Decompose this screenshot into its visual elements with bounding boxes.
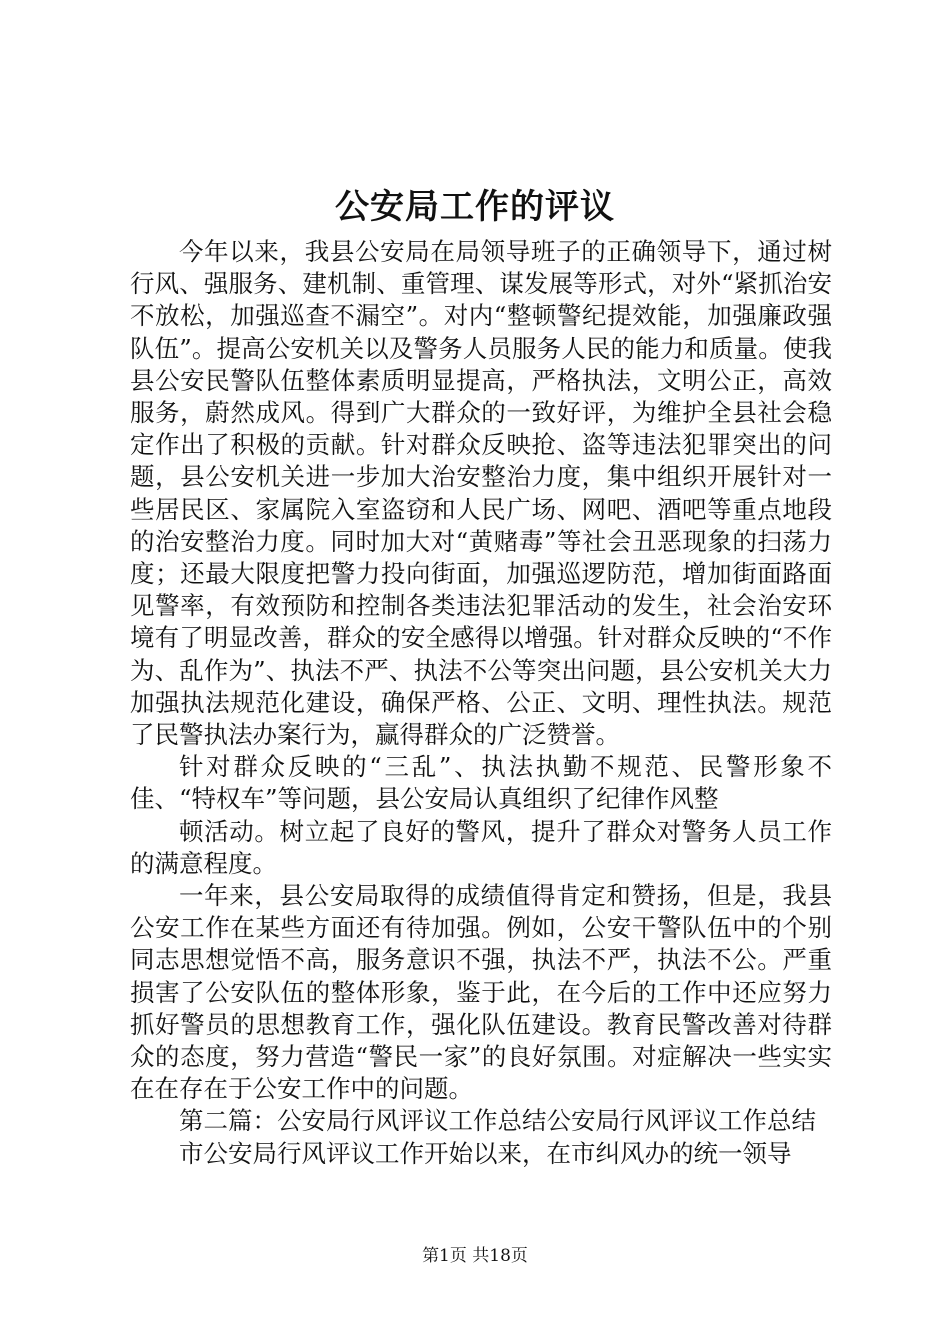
- page-footer: 第1页 共18页: [422, 1246, 528, 1266]
- paragraph: 市公安局行风评议工作开始以来，在市纠风办的统一领导: [179, 1138, 792, 1168]
- section-heading: 第二篇：公安局行风评议工作总结公安局行风评议工作总结: [179, 1106, 816, 1136]
- paragraph: 一年来，县公安局取得的成绩值得肯定和赞扬，但是，我县公安工作在某些方面还有待加强。例如，公安干警队伍中的个别同志思想觉悟不高，服务意识不强，执法不严，执法不公。严重损害了公安队伍的整体形象，鉴于此，在今后的工作中还应努力抓好警员的思想教育工作，强化队伍建设。教育民警改善对待群众的态度，努力营造“警民一家”的良好氛围。对症解决一些实实在在存在于公安工作中的问题。: [130, 881, 832, 1104]
- paragraph: 针对群众反映的“三乱”、执法执勤不规范、民警形象不佳、“特权车”等问题，县公安局认真组织了纪律作风整: [130, 752, 832, 814]
- document-title: 公安局工作的评议: [335, 187, 615, 227]
- document-body: [130, 236, 832, 1170]
- paragraph: 今年以来，我县公安局在局领导班子的正确领导下，通过树行风、强服务、建机制、重管理、谋发展等形式，对外“紧抓治安不放松，加强巡查不漏空”。对内“整顿警纪提效能，加强廉政强队伍”。提高公安机关以及警务人员服务人民的能力和质量。使我县公安民警队伍整体素质明显提高，严格执法，文明公正，高效服务，蔚然成风。得到广大群众的一致好评，为维护全县社会稳定作出了积极的贡献。针对群众反映抢、盗等违法犯罪突出的问题，县公安机关进一步加大治安整治力度，集中组织开展针对一些居民区、家属院入室盗窃和人民广场、网吧、酒吧等重点地段的治安整治力度。同时加大对“黄赌毒”等社会丑恶现象的扫荡力度；还最大限度把警力投向街面，加强巡逻防范，增加街面路面见警率，有效预防和控制各类违法犯罪活动的发生，社会治安环境有了明显改善，群众的安全感得以增强。针对群众反映的“不作为、乱作为”、执法不严、执法不公等突出问题，县公安机关大力加强执法规范化建设，确保严格、公正、文明、理性执法。规范了民警执法办案行为，赢得群众的广泛赞誉。: [130, 237, 832, 750]
- paragraph: 顿活动。树立起了良好的警风，提升了群众对警务人员工作的满意程度。: [130, 816, 832, 878]
